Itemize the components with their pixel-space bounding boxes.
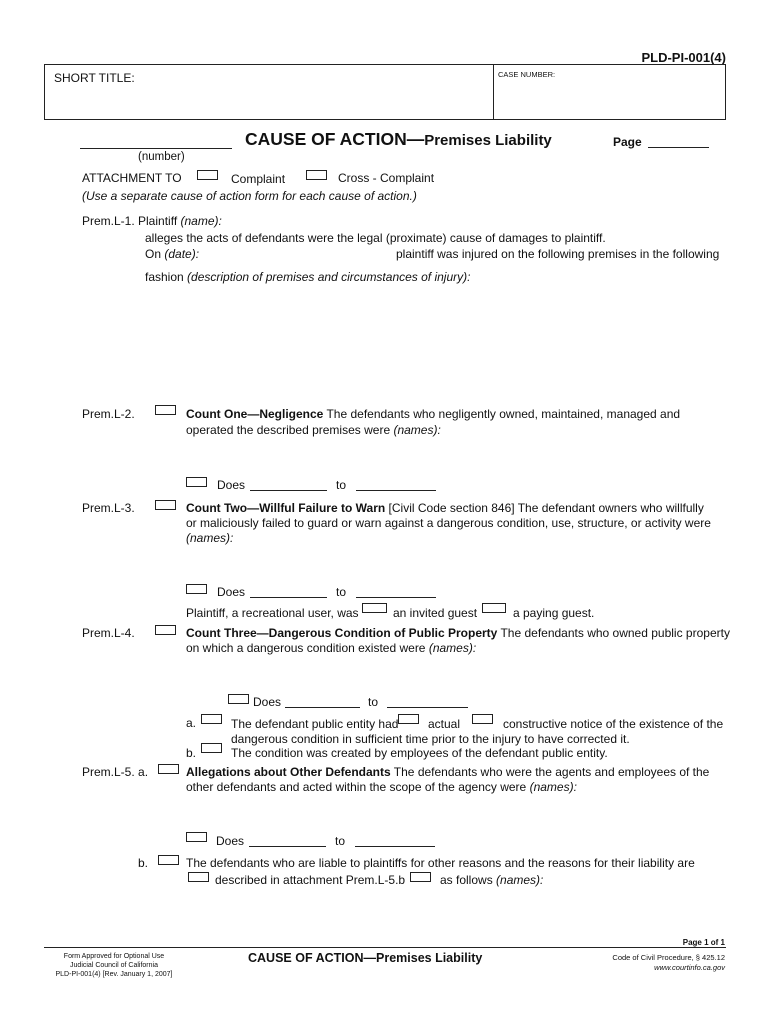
l3-names-hint: (names): [186, 531, 234, 545]
number-caption: (number) [138, 151, 185, 163]
paying-guest-checkbox[interactable] [482, 603, 506, 613]
l3-does-to-field[interactable] [356, 597, 436, 598]
l4-text1 [186, 626, 730, 640]
as-follows-hint: (names): [496, 873, 544, 887]
l5-text2 [186, 780, 577, 794]
count-two-names-field[interactable] [240, 530, 706, 576]
count-one-names-field[interactable] [186, 440, 706, 470]
short-title-field[interactable] [49, 85, 489, 117]
page-number-field[interactable] [648, 147, 709, 148]
case-number-label: CASE NUMBER: [498, 70, 556, 79]
l2-does-to-field[interactable] [356, 490, 436, 491]
count-three-checkbox[interactable] [155, 625, 176, 635]
actual-label: actual [428, 717, 461, 731]
invited-guest-label: an invited guest [393, 606, 478, 620]
l2-to-label: to [336, 478, 347, 492]
as-follows-span: as follows [440, 873, 497, 887]
cross-complaint-label: Cross - Complaint [338, 171, 435, 185]
attachment-note: (Use a separate cause of action form for each cause of action.) [82, 189, 417, 203]
l2-names-hint: (names): [393, 423, 441, 437]
l3-rec-user: Plaintiff, a recreational user, was [186, 606, 359, 620]
l2-does-checkbox[interactable] [186, 477, 207, 487]
l3-to-label: to [336, 585, 347, 599]
l5-b-label: b. [138, 856, 149, 870]
l4-text2 [186, 641, 476, 655]
paying-guest-label: a paying guest. [513, 606, 595, 620]
l1-on-date [145, 247, 199, 261]
l5-does-label: Does [216, 834, 245, 848]
form-title [245, 129, 552, 150]
attachment-l5b-checkbox[interactable] [188, 872, 209, 882]
l1-injured-text: plaintiff was injured on the following premises in the following [396, 247, 720, 261]
l4-label: Prem.L-4. [82, 626, 135, 640]
l1-plaintiff [82, 214, 222, 228]
l3-does-checkbox[interactable] [186, 584, 207, 594]
injury-date-field[interactable] [200, 245, 390, 261]
l5-label: Prem.L-5. a. [82, 765, 149, 779]
l5-count-title: Allegations about Other Defendants [186, 765, 391, 779]
l5-does-to-field[interactable] [355, 846, 435, 847]
short-title-label: SHORT TITLE: [54, 71, 135, 85]
approval-block [44, 952, 184, 979]
l5-does-checkbox[interactable] [186, 832, 207, 842]
l5-does-from-field[interactable] [249, 846, 326, 847]
premises-description-field[interactable] [145, 288, 705, 396]
l3-text2: or maliciously failed to guard or warn against a dangerous condition, use, structure, or activity were [186, 516, 711, 530]
l1-label: Prem.L-1. Plaintiff [82, 214, 181, 228]
l4-text2-span: on which a dangerous condition existed were [186, 641, 429, 655]
l1-fashion-label: fashion [145, 270, 188, 284]
constructive-notice-checkbox[interactable] [472, 714, 493, 724]
l4-does-to-field[interactable] [387, 707, 468, 708]
l3-does-from-field[interactable] [250, 597, 327, 598]
l2-does-label: Does [217, 478, 246, 492]
complaint-checkbox[interactable] [197, 170, 218, 180]
l1-on-label: On [145, 247, 165, 261]
case-number-field[interactable] [497, 81, 721, 117]
l5-described-label: described in attachment Prem.L-5.b [215, 873, 406, 887]
as-follows-label [440, 873, 543, 887]
invited-guest-checkbox[interactable] [362, 603, 387, 613]
form-title-sub: Premises Liability [424, 132, 552, 149]
courtinfo-link[interactable]: www.courtinfo.ca.gov [654, 963, 725, 972]
l1-alleges: alleges the acts of defendants were the legal (proximate) cause of damages to plaintiff. [145, 231, 606, 245]
l5-b-details-field[interactable] [186, 890, 706, 930]
l3-text1 [186, 501, 704, 515]
l5-names-field[interactable] [186, 797, 706, 827]
footer-rule [44, 947, 726, 948]
page-label: Page [613, 135, 642, 149]
count-three-names-field[interactable] [186, 658, 706, 688]
l4-does-from-field[interactable] [285, 707, 360, 708]
header-divider [493, 65, 494, 119]
l1-fashion [145, 270, 470, 284]
l3-label: Prem.L-3. [82, 501, 135, 515]
complaint-label: Complaint [231, 172, 286, 186]
count-two-checkbox[interactable] [155, 500, 176, 510]
l4-a-text: The defendant public entity had [231, 717, 399, 731]
l2-does-from-field[interactable] [250, 490, 327, 491]
count-one-checkbox[interactable] [155, 405, 176, 415]
l4-b-checkbox[interactable] [201, 743, 222, 753]
l1-fashion-hint: (description of premises and circumstances of injury): [187, 270, 471, 284]
l5-a-checkbox[interactable] [158, 764, 179, 774]
l5-text1 [186, 765, 709, 779]
l4-b-text: The condition was created by employees of the defendant public entity. [231, 746, 608, 760]
l4-text1-span: The defendants who owned public property [497, 626, 730, 640]
approved-line-1: Form Approved for Optional Use [63, 953, 165, 960]
page-of-label: Page 1 of 1 [682, 938, 725, 947]
plaintiff-name-field[interactable] [220, 212, 700, 228]
cross-complaint-checkbox[interactable] [306, 170, 327, 180]
l5-to-label: to [335, 834, 346, 848]
l1-name-hint: (name): [180, 214, 222, 228]
count-two-title: Count Two—Willful Failure to Warn [186, 501, 386, 515]
l2-text1-span: The defendants who negligently owned, maintained, managed and [323, 407, 681, 421]
l3-text1-span: [Civil Code section 846] The defendant owners who willfully [385, 501, 704, 515]
code-reference: Code of Civil Procedure, § 425.12 [612, 953, 725, 962]
approved-line-3: PLD-PI-001(4) [Rev. January 1, 2007] [55, 971, 173, 978]
l1-date-hint: (date): [164, 247, 200, 261]
constructive-label: constructive notice of the existence of the [503, 717, 724, 731]
l5-text1-span: The defendants who were the agents and employees of the [390, 765, 710, 779]
l5-text2-span: other defendants and acted within the scope of the agency were [186, 780, 530, 794]
footer-title: CAUSE OF ACTION—Premises Liability [248, 951, 483, 965]
l2-text1 [186, 407, 680, 421]
l4-does-checkbox[interactable] [228, 694, 249, 704]
count-one-title: Count One—Negligence [186, 407, 324, 421]
as-follows-checkbox[interactable] [410, 872, 431, 882]
l5-b-text: The defendants who are liable to plaintiffs for other reasons and the reasons for their liability are [186, 856, 695, 870]
attachment-to-label: ATTACHMENT TO [82, 171, 182, 185]
l5-names-hint: (names): [529, 780, 577, 794]
l3-does-label: Does [217, 585, 246, 599]
l4-a-checkbox[interactable] [201, 714, 222, 724]
approved-line-2: Judicial Council of California [70, 962, 158, 969]
l4-does-label: Does [253, 695, 282, 709]
attachment-number-field[interactable] [80, 148, 232, 149]
actual-notice-checkbox[interactable] [398, 714, 419, 724]
l4-names-hint: (names): [428, 641, 477, 655]
l4-b-label: b. [186, 746, 197, 760]
l5-b-checkbox[interactable] [158, 855, 179, 865]
l4-to-label: to [368, 695, 379, 709]
l4-a-label: a. [186, 716, 197, 730]
count-three-title: Count Three—Dangerous Condition of Public Property [186, 626, 498, 640]
l2-text2-span: operated the described premises were [186, 423, 394, 437]
l2-label: Prem.L-2. [82, 407, 135, 421]
l4-a-text2: dangerous condition in sufficient time prior to the injury to have corrected it. [231, 732, 630, 746]
form-title-main: CAUSE OF ACTION— [245, 129, 425, 149]
header-box [44, 64, 726, 120]
form-id: PLD-PI-001(4) [641, 50, 726, 65]
l2-text2 [186, 423, 441, 437]
